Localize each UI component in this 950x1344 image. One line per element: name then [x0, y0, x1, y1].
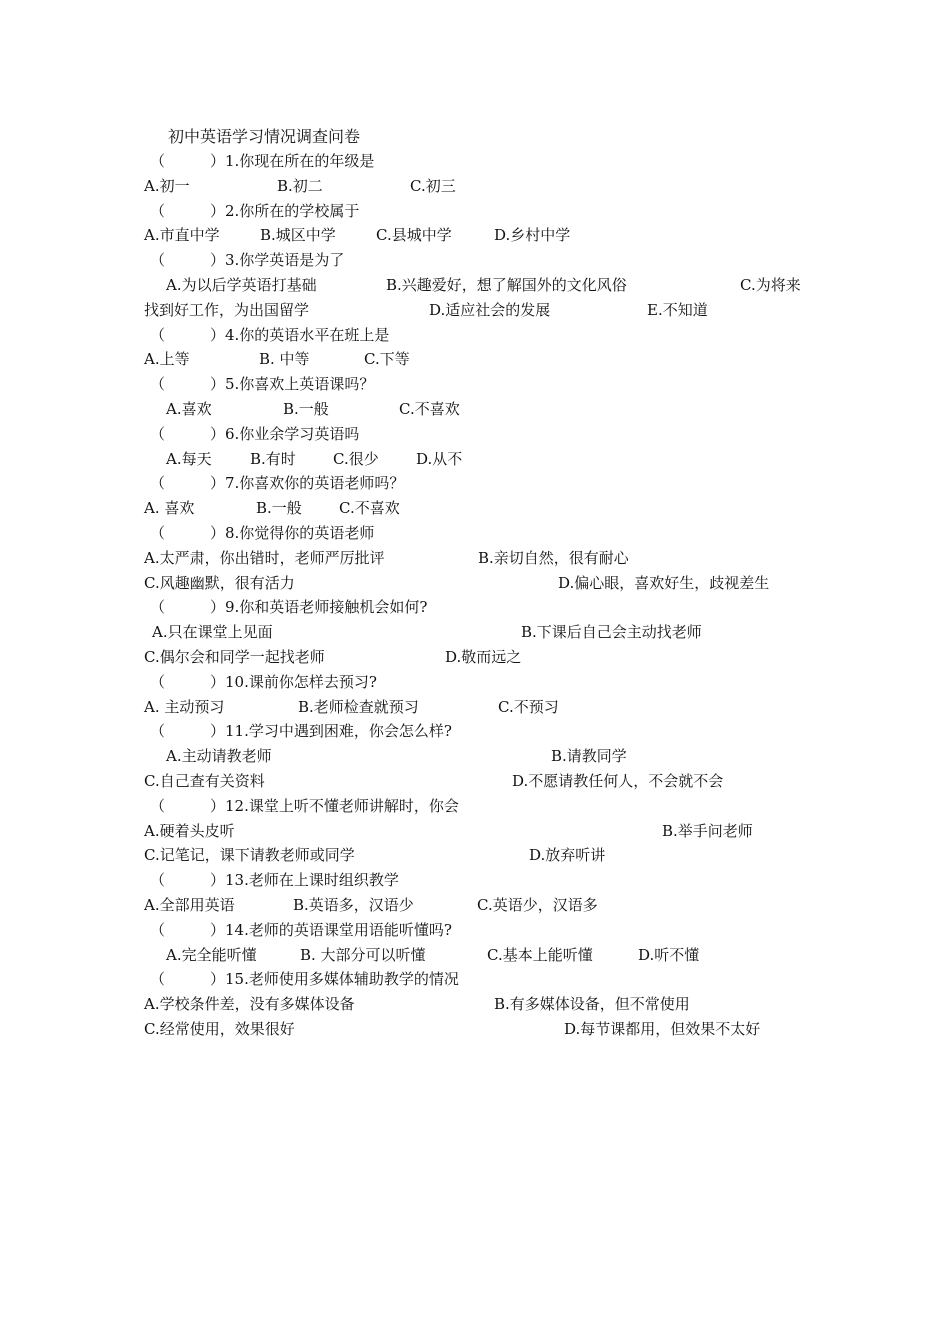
question-text: （ ）6.你业余学习英语吗	[150, 424, 360, 443]
question-line	[0, 868, 950, 893]
option-line	[0, 819, 950, 844]
question-line	[0, 248, 950, 273]
question-line	[0, 372, 950, 397]
option-line	[0, 397, 950, 422]
option-line	[0, 347, 950, 372]
option-text: A.喜欢	[166, 400, 212, 418]
option-text: C.不预习	[498, 697, 559, 716]
option-line	[0, 546, 950, 571]
option-text: A.完全能听懂	[166, 945, 257, 964]
option-text: A.市直中学	[144, 226, 220, 245]
option-text: D.适应社会的发展	[429, 300, 551, 319]
question-line	[0, 149, 950, 174]
question-line	[0, 422, 950, 447]
option-line	[0, 744, 950, 769]
option-text: B.举手问老师	[662, 821, 753, 840]
option-line	[0, 496, 950, 521]
option-text: A.太严肃，你出错时，老师严厉批评	[144, 548, 385, 567]
option-text: D.不愿请教任何人，不会就不会	[512, 772, 724, 790]
question-text: （ ）9.你和英语老师接触机会如何?	[150, 598, 428, 617]
option-text: B.请教同学	[551, 747, 627, 766]
option-text: D.从不	[416, 449, 463, 468]
question-text: （ ）3.你学英语是为了	[150, 251, 345, 270]
option-line	[0, 1017, 950, 1042]
option-text: C.基本上能听懂	[487, 945, 593, 964]
option-text: B.英语多，汉语少	[293, 896, 414, 914]
option-line	[0, 447, 950, 472]
option-text: A. 喜欢	[144, 499, 195, 518]
option-line	[0, 620, 950, 645]
option-line	[0, 992, 950, 1017]
option-text: B.下课后自己会主动找老师	[521, 623, 702, 642]
option-text: C.为将来	[740, 276, 801, 294]
option-text: D.每节课都用，但效果不太好	[564, 1020, 761, 1038]
option-line	[0, 843, 950, 868]
question-line	[0, 323, 950, 348]
option-text: B.初二	[277, 176, 323, 195]
option-text: C.自己查有关资料	[144, 772, 265, 790]
option-line	[0, 893, 950, 918]
question-text: （ ）14.老师的英语课堂用语能听懂吗?	[150, 920, 452, 939]
option-line	[0, 645, 950, 670]
option-text: B. 大部分可以听懂	[300, 945, 426, 964]
question-line	[0, 595, 950, 620]
option-text: A.学校条件差，没有多媒体设备	[144, 995, 355, 1014]
option-text: D.听不懂	[638, 945, 700, 964]
option-text: A.只在课堂上见面	[152, 623, 273, 642]
question-line	[0, 670, 950, 695]
option-text: C.不喜欢	[399, 400, 460, 418]
option-text: B.老师检查就预习	[298, 697, 419, 716]
option-text: A.全部用英语	[144, 896, 235, 914]
option-text: B.一般	[256, 499, 302, 518]
option-text: D.敬而远之	[445, 648, 522, 666]
option-text: B. 中等	[259, 350, 310, 369]
document-title	[0, 124, 950, 149]
question-line	[0, 967, 950, 992]
option-line	[0, 769, 950, 794]
option-line	[0, 695, 950, 720]
option-text: A.初一	[144, 176, 190, 195]
option-line	[0, 223, 950, 248]
option-text: C.风趣幽默，很有活力	[144, 573, 295, 592]
option-text: A.为以后学英语打基础	[166, 276, 317, 294]
title-text: 初中英语学习情况调查问卷	[168, 127, 361, 146]
option-text: B.一般	[283, 400, 329, 418]
option-text: C.县城中学	[376, 226, 452, 245]
option-text: C.下等	[364, 350, 410, 369]
option-text: E.不知道	[647, 300, 708, 319]
option-line	[0, 174, 950, 199]
option-line	[0, 273, 950, 298]
option-text: D.偏心眼，喜欢好生，歧视差生	[558, 573, 770, 592]
option-line	[0, 298, 950, 323]
option-text: C.偶尔会和同学一起找老师	[144, 648, 325, 666]
option-text: A.上等	[144, 350, 190, 369]
option-text: C.不喜欢	[339, 499, 400, 518]
option-text: D.乡村中学	[494, 226, 571, 245]
question-line	[0, 918, 950, 943]
question-text: （ ）8.你觉得你的英语老师	[150, 524, 375, 542]
question-text: （ ）11.学习中遇到困难，你会怎么样?	[150, 722, 452, 741]
option-text: C.经常使用，效果很好	[144, 1020, 295, 1038]
option-text: B.亲切自然，很有耐心	[478, 548, 629, 567]
question-text: （ ）4.你的英语水平在班上是	[150, 325, 390, 344]
option-text: A.每天	[166, 449, 212, 468]
question-text: （ ）12.课堂上听不懂老师讲解时，你会	[150, 796, 459, 815]
option-text: B.有时	[250, 449, 296, 468]
question-text: （ ）1.你现在所在的年级是	[150, 152, 375, 170]
option-text: C.英语少，汉语多	[477, 896, 598, 914]
question-text: （ ）5.你喜欢上英语课吗？	[150, 375, 375, 394]
question-text: （ ）7.你喜欢你的英语老师吗？	[150, 474, 405, 493]
option-text: 找到好工作，为出国留学	[144, 300, 310, 319]
option-text: A. 主动预习	[144, 697, 225, 716]
option-text: A.硬着头皮听	[144, 821, 235, 840]
option-text: A.主动请教老师	[166, 747, 272, 766]
option-text: B.兴趣爱好，想了解国外的文化风俗	[386, 276, 627, 294]
question-line	[0, 794, 950, 819]
option-text: C.很少	[333, 449, 379, 468]
question-line	[0, 521, 950, 546]
option-line	[0, 571, 950, 596]
question-line	[0, 471, 950, 496]
question-text: （ ）2.你所在的学校属于	[150, 201, 360, 220]
question-text: （ ）15.老师使用多媒体辅助教学的情况	[150, 970, 459, 989]
question-text: （ ）10.课前你怎样去预习?	[150, 672, 377, 691]
option-text: B.城区中学	[260, 226, 336, 245]
question-line	[0, 199, 950, 224]
option-line	[0, 943, 950, 968]
option-text: C.初三	[410, 176, 456, 195]
question-line	[0, 719, 950, 744]
option-text: B.有多媒体设备，但不常使用	[494, 995, 690, 1014]
option-text: C.记笔记，课下请教老师或同学	[144, 846, 355, 865]
question-text: （ ）13.老师在上课时组织教学	[150, 871, 399, 890]
option-text: D.放弃听讲	[529, 846, 606, 865]
